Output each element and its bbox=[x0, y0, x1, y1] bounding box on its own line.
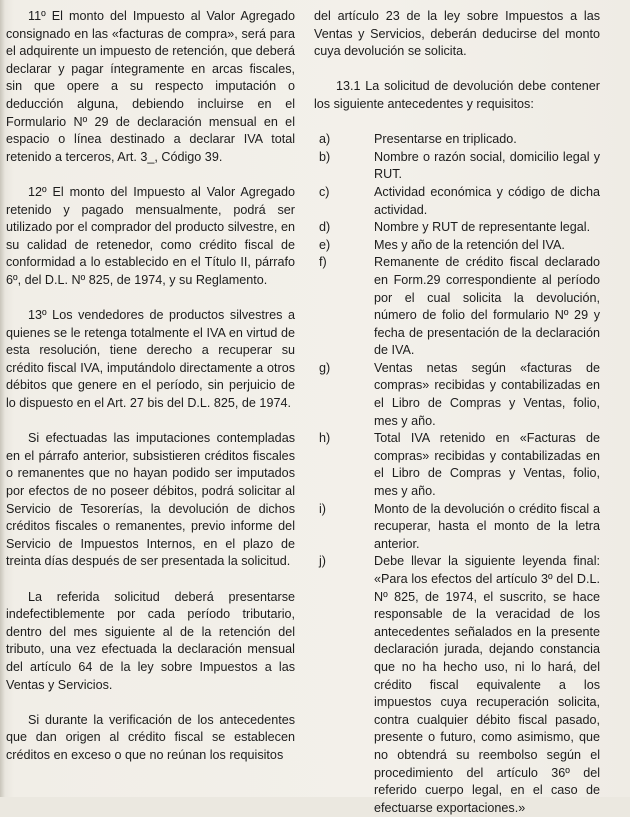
list-text: Presentarse en triplicado. bbox=[374, 132, 517, 147]
paragraph-11: 11º El monto del Impuesto al Valor Agregado consignado en las «facturas de compra», será para el adquirente un impuesto de retención, que deberá declarar y pagar íntegramente en arcas fiscales, sin que opere a su respecto imputación o deducción alguna, debiendo incluirse en el Formulario Nº 29 de declaración mensual en el espacio o línea destinado a declarar IVA total retenido a terceros, Art. 3_, Código 39. bbox=[6, 9, 295, 164]
list-text: Nombre o razón social, domicilio legal y RUT. bbox=[374, 149, 600, 182]
list-letter: e) bbox=[319, 237, 331, 252]
list-letter: b) bbox=[319, 149, 331, 164]
list-item bbox=[314, 254, 600, 360]
list-item bbox=[314, 501, 600, 554]
list-text: Monto de la devolución o crédito fiscal a recuperar, hasta el monto de la letra anterior. bbox=[374, 501, 600, 551]
list-item bbox=[314, 553, 600, 817]
list-letter: i) bbox=[319, 501, 326, 516]
list-item bbox=[314, 237, 600, 255]
list-text: Nombre y RUT de representante legal. bbox=[374, 220, 591, 235]
list-text: Mes y año de la retención del IVA. bbox=[374, 237, 565, 252]
list-text: Debe llevar la siguiente leyenda final: «Para los efectos del artículo 3º del D.L. Nº 825, de 1974, el suscrito, se hace responsable de la veracidad de los antecedentes señalados en la presente declaración jurada, dejando constancia que no ha hecho uso, ni lo hará, del crédito fiscal equivalente a los impuestos cuya recuperación solicita, contra cualquier débito fiscal pasado, presente o futuro, como asimismo, que no obtendrá su reembolso según el procedimiento del artículo 36º del referido cuerpo legal, en el caso de efectuarse exportaciones.» bbox=[374, 554, 600, 815]
paragraph-verificacion: Si durante la verificación de los antecedentes que dan origen al crédito fiscal se establecen créditos en exceso o que no reúnan los requisitos bbox=[6, 712, 295, 762]
list-item bbox=[314, 430, 600, 500]
list-letter: c) bbox=[319, 184, 330, 199]
list-letter: f) bbox=[319, 255, 327, 270]
paragraph-continuation: del artículo 23 de la ley sobre Impuestos a las Ventas y Servicios, deberán deducirse del monto cuya devolución se solicita. bbox=[314, 9, 600, 59]
list-text: Ventas netas según «facturas de compras» recibidas y contabilizadas en el Libro de Compras y Ventas, folio, mes y año. bbox=[374, 360, 600, 428]
requirements-list bbox=[314, 131, 600, 817]
page-spine-shadow bbox=[0, 0, 5, 797]
list-letter: h) bbox=[319, 431, 331, 446]
paragraph-imputaciones: Si efectuadas las imputaciones contempladas en el párrafo anterior, subsistieren créditos fiscales o remanentes que no hayan podido ser imputados por efectos de no poseer débitos, podrá solicitar al Servicio de Tesorerías, la devolución de dichos créditos fiscales o remanentes, previo informe del Servicio de Impuestos Internos, en el plazo de treinta días después de ser presentada la solicitud. bbox=[6, 431, 295, 569]
paragraph-13: 13º Los vendedores de productos silvestres a quienes se le retenga totalmente el IVA en virtud de esta resolución, tiene derecho a recuperar su crédito fiscal IVA, imputándolo directamente a otros débitos que genere en el período, sin perjuicio de lo dispuesto en el Art. 27 bis del D.L. 825, de 1974. bbox=[6, 308, 295, 411]
list-text: Actividad económica y código de dicha actividad. bbox=[374, 184, 600, 217]
list-item bbox=[314, 360, 600, 430]
list-letter: a) bbox=[319, 132, 331, 147]
list-letter: d) bbox=[319, 220, 331, 235]
list-item bbox=[314, 131, 600, 149]
list-letter: j) bbox=[319, 554, 326, 569]
list-item bbox=[314, 149, 600, 184]
paragraph-solicitud: La referida solicitud deberá presentarse indefectiblemente por cada período tributario, dentro del mes siguiente al de la retención del tributo, una vez efectuada la declaración mensual del artículo 64 de la ley sobre Impuestos a las Ventas y Servicios. bbox=[6, 589, 295, 692]
left-column bbox=[6, 8, 295, 765]
list-text: Total IVA retenido en «Facturas de compras» recibidas y contabilizadas en el Libro de Compras y Ventas, folio, mes y año. bbox=[374, 431, 600, 499]
list-letter: g) bbox=[319, 360, 331, 375]
section-13-1-heading: 13.1 La solicitud de devolución debe contener los siguiente antecedentes y requisitos: bbox=[314, 79, 600, 111]
paragraph-12: 12º El monto del Impuesto al Valor Agregado retenido y pagado mensualmente, podrá ser utilizado por el comprador del producto silvestre, en su calidad de retenedor, como crédito fiscal de conformidad a lo establecido en el Título II, párrafo 6º, del D.L. Nº 825, de 1974, y su Reglamento. bbox=[6, 184, 295, 287]
list-item bbox=[314, 219, 600, 237]
list-text: Remanente de crédito fiscal declarado en Form.29 correspondiente al período por el cual solicita la devolución, número de folio del formulario Nº 29 y fecha de presentación de la declaración de IVA. bbox=[374, 255, 600, 358]
list-item bbox=[314, 184, 600, 219]
right-column bbox=[314, 8, 600, 817]
